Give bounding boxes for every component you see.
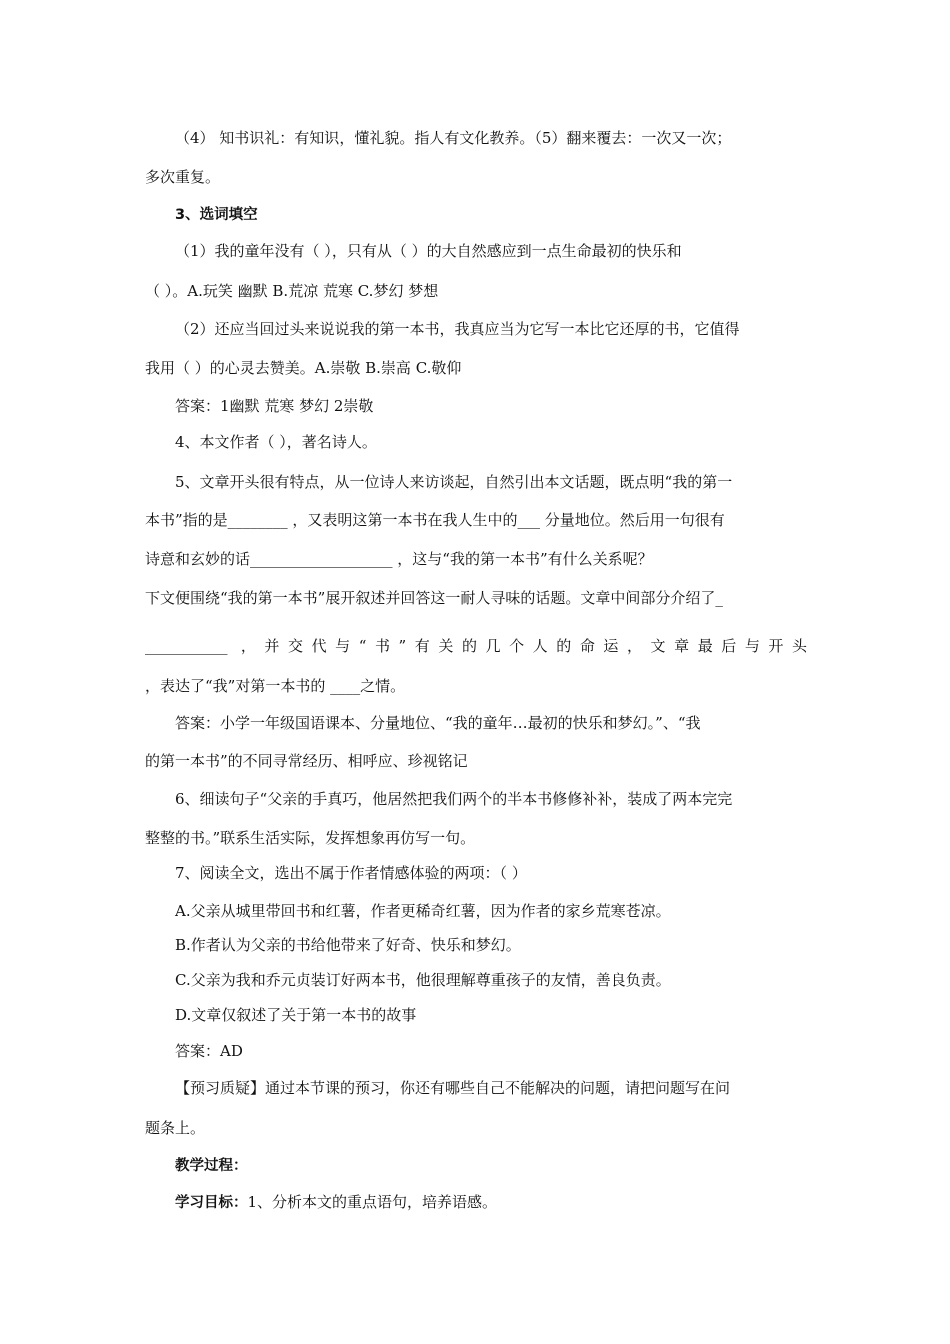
- answer-line: 答案：AD: [175, 1042, 243, 1060]
- section-heading: 3、选词填空: [175, 207, 258, 223]
- text-line: ，表达了“我”对第一本书的 ____之情。: [145, 677, 406, 695]
- learning-goal-text: 1、分析本文的重点语句，培养语感。: [247, 1193, 498, 1211]
- option-a: A.父亲从城里带回书和红薯，作者更稀奇红薯，因为作者的家乡荒寒苍凉。: [175, 902, 671, 920]
- text-line: （1）我的童年没有（ ），只有从（ ）的大自然感应到一点生命最初的快乐和: [175, 242, 682, 260]
- text-line: 本书”指的是________ ，又表明这第一本书在我人生中的___ 分量地位。然后用一句很有: [145, 511, 725, 529]
- text-line: 5、文章开头很有特点，从一位诗人来访谈起，自然引出本文话题，既点明“我的第一: [175, 473, 733, 491]
- text-line: （ ）。A.玩笑 幽默 B.荒凉 荒寒 C.梦幻 梦想: [145, 282, 439, 300]
- option-b: B.作者认为父亲的书给他带来了好奇、快乐和梦幻。: [175, 936, 521, 954]
- learning-goal-line: [175, 1191, 837, 1214]
- text-line: （4） 知书识礼：有知识，懂礼貌。指人有文化教养。（5）翻来覆去：一次又一次；: [175, 129, 732, 147]
- text-line: 多次重复。: [145, 168, 221, 186]
- text-line: 下文便围绕“我的第一本书”展开叙述并回答这一耐人寻味的话题。文章中间部分介绍了_: [145, 589, 723, 607]
- text-line: 我用（ ）的心灵去赞美。A.崇敬 B.崇高 C.敬仰: [145, 359, 462, 377]
- text-line: 【预习质疑】通过本节课的预习，你还有哪些自己不能解决的问题，请把问题写在问: [175, 1079, 731, 1097]
- option-c: C.父亲为我和乔元贞装订好两本书，他很理解尊重孩子的友情，善良负责。: [175, 971, 671, 989]
- answer-line: 答案：1幽默 荒寒 梦幻 2崇敬: [175, 397, 374, 415]
- text-line: 题条上。: [145, 1119, 206, 1137]
- answer-line: 答案：小学一年级国语课本、分量地位、“我的童年…最初的快乐和梦幻。”、“我: [175, 714, 701, 732]
- text-line: 诗意和玄妙的话___________________ ，这与“我的第一本书”有什么关系呢？: [145, 550, 653, 568]
- section-heading: 教学过程：: [175, 1158, 248, 1174]
- text-line: 7、阅读全文，选出不属于作者情感体验的两项：（ ）: [175, 864, 527, 882]
- text-line: 4、本文作者（ ），著名诗人。: [175, 433, 377, 451]
- text-line: ___________ ，并交代与“书”有关的几个人的命运，文章最后与开头: [145, 637, 807, 655]
- text-line: 6、细读句子“父亲的手真巧，他居然把我们两个的半本书修修补补，装成了两本完完: [175, 790, 733, 808]
- option-d: D.文章仅叙述了关于第一本书的故事: [175, 1006, 417, 1024]
- text-line: 整整的书。”联系生活实际，发挥想象再仿写一句。: [145, 829, 476, 847]
- text-line: （2）还应当回过头来说说我的第一本书，我真应当为它写一本比它还厚的书，它值得: [175, 320, 740, 338]
- text-line: 的第一本书”的不同寻常经历、相呼应、珍视铭记: [145, 752, 468, 770]
- learning-goal-label: 学习目标：: [175, 1195, 248, 1211]
